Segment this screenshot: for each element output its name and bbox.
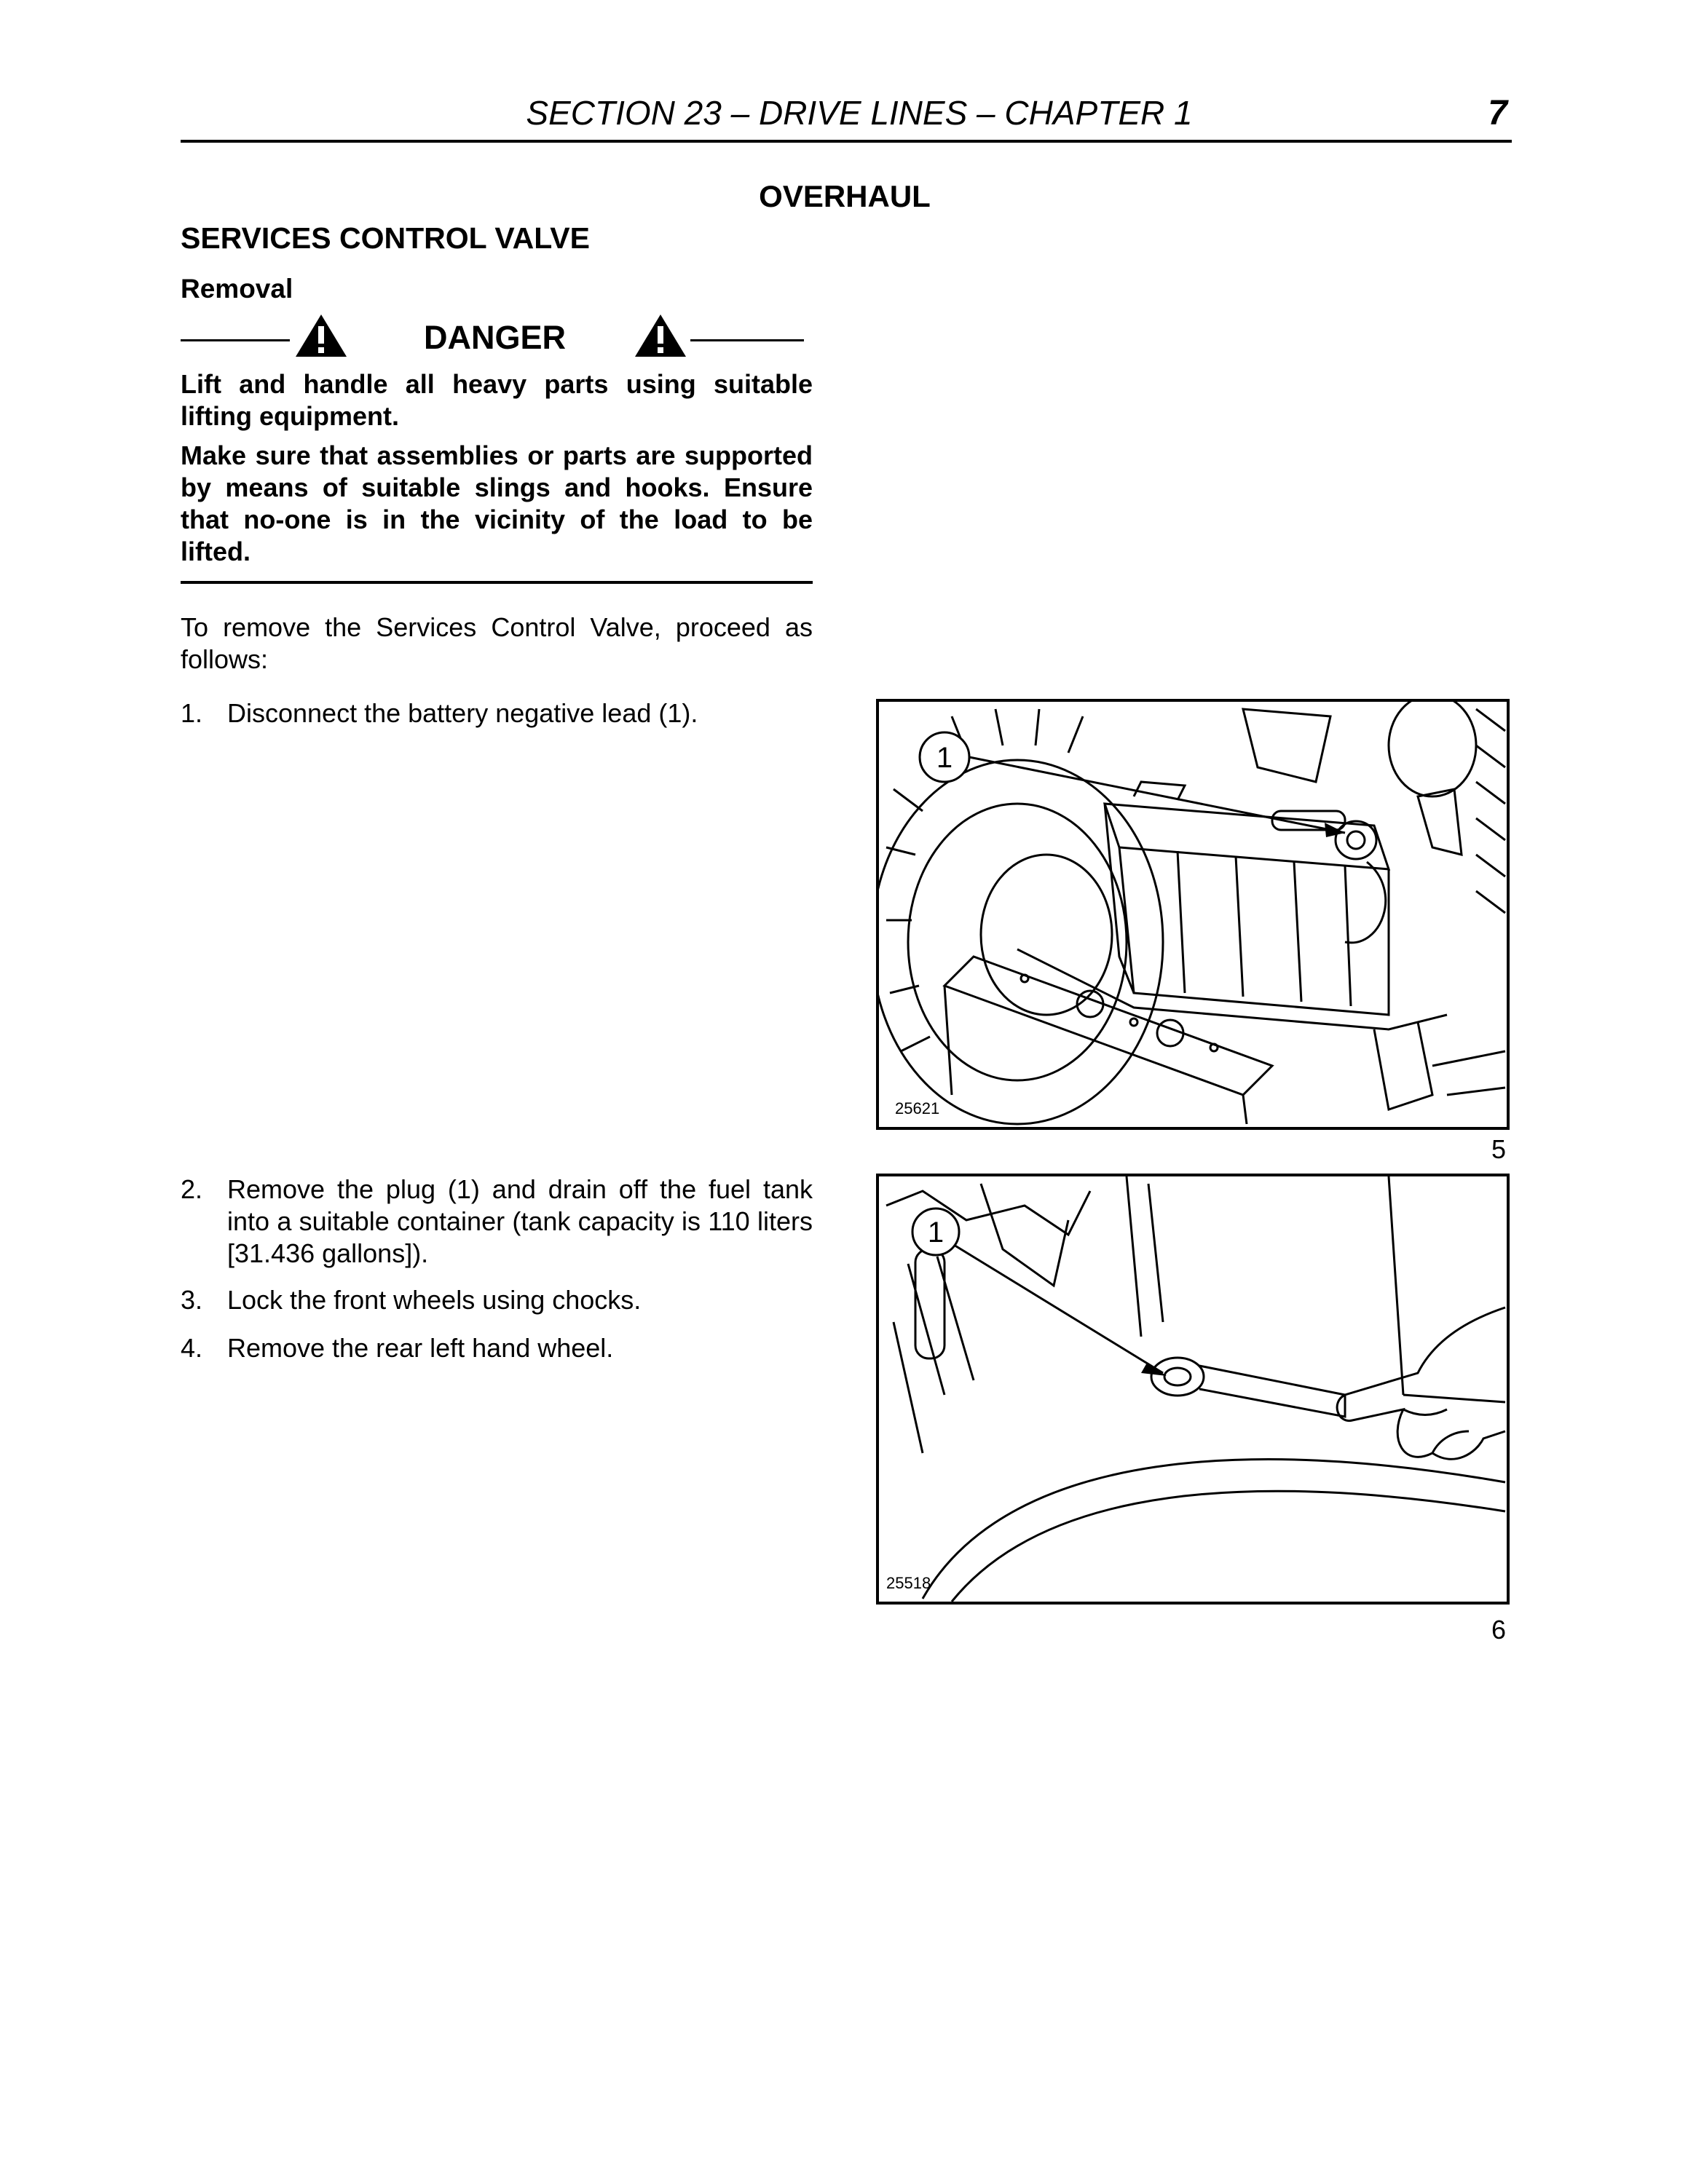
running-header: SECTION 23 – DRIVE LINES – CHAPTER 1 — [526, 94, 1193, 132]
chapter-heading: OVERHAUL — [759, 179, 931, 213]
figure-number: 5 — [1491, 1134, 1506, 1164]
danger-paragraph: Lift and handle all heavy parts using suitable lifting equipment. — [181, 369, 813, 431]
battery-illustration — [879, 702, 1507, 1127]
danger-rule-left — [181, 339, 290, 341]
warning-triangle-icon — [294, 313, 348, 358]
danger-rule-right — [690, 339, 804, 341]
wrench-plug-illustration — [879, 1176, 1507, 1602]
section-heading: SERVICES CONTROL VALVE — [181, 221, 590, 255]
figure-number: 6 — [1491, 1615, 1506, 1645]
danger-label: DANGER — [424, 319, 567, 356]
sub-heading: Removal — [181, 274, 293, 304]
header-rule — [181, 140, 1512, 143]
step-text: Lock the front wheels using chocks. — [227, 1285, 642, 1315]
figure-wrench — [876, 1174, 1510, 1605]
step-number: 1. — [181, 698, 203, 728]
figure-battery — [876, 699, 1510, 1130]
step-number: 2. — [181, 1174, 203, 1204]
figure-code: 25621 — [895, 1099, 940, 1117]
callout-label: 1 — [936, 742, 953, 774]
page-number: 7 — [1488, 94, 1507, 132]
intro-paragraph: To remove the Services Control Valve, proceed as follows: — [181, 612, 813, 674]
step-number: 4. — [181, 1333, 203, 1363]
warning-triangle-icon — [634, 313, 687, 358]
danger-end-rule — [181, 581, 813, 584]
step-item — [181, 1332, 813, 1364]
step-item — [181, 1174, 813, 1270]
callout-label: 1 — [927, 1216, 944, 1249]
step-text: Remove the plug (1) and drain off the fuel tank into a suitable container (tank capacity is 110 liters [31.436 gallons]). — [227, 1174, 813, 1268]
step-item — [181, 697, 813, 729]
danger-paragraph: Make sure that assemblies or parts are supported by means of suitable slings and hooks. Ensure that no-one is in the vicinity of the load to be lifted. — [181, 440, 813, 566]
figure-code: 25518 — [886, 1574, 931, 1592]
step-number: 3. — [181, 1285, 203, 1315]
step-item — [181, 1284, 813, 1316]
step-text: Remove the rear left hand wheel. — [227, 1333, 614, 1363]
step-text: Disconnect the battery negative lead (1). — [227, 698, 698, 728]
